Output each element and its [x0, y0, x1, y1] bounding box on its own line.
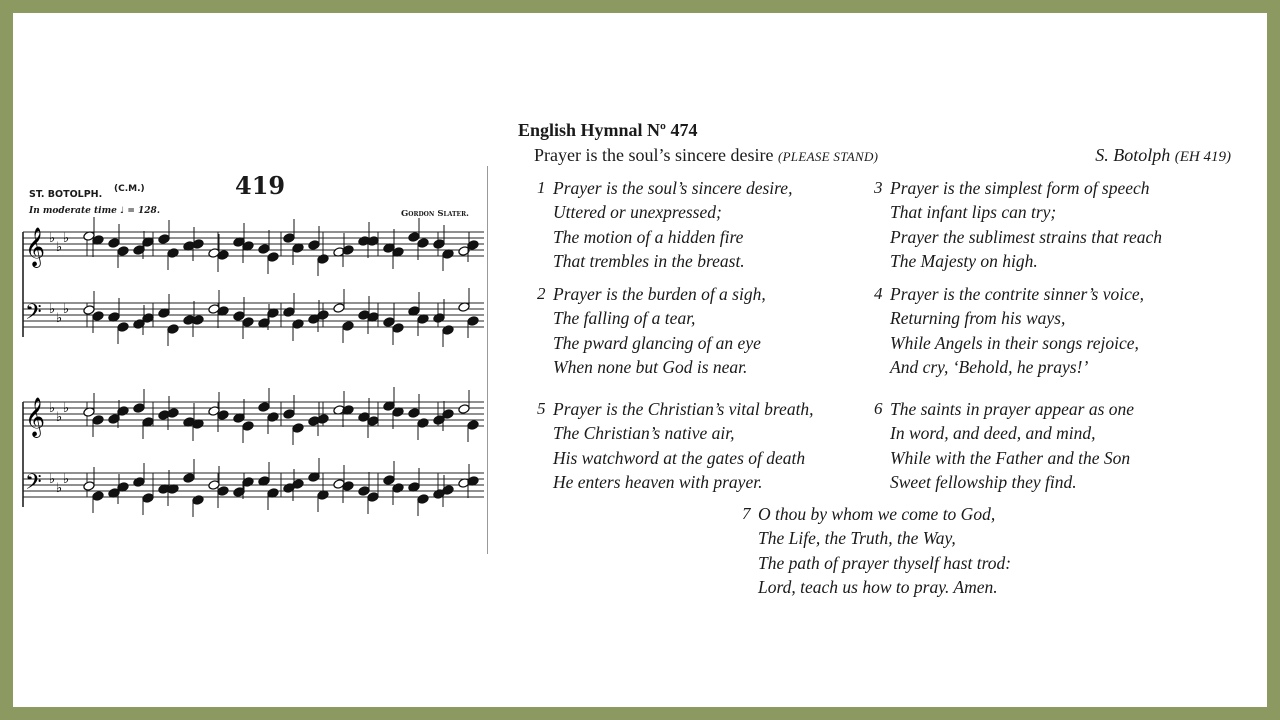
bass-clef: 𝄢 — [25, 300, 42, 330]
note-head — [317, 254, 329, 265]
note-head — [408, 408, 420, 419]
note-head — [233, 311, 245, 322]
note-head — [92, 311, 104, 322]
verse-number: 1 — [537, 178, 546, 197]
flat-sign: ♭ — [56, 311, 63, 326]
verse-line: The saints in prayer appear as one — [890, 399, 1135, 419]
verse-line: Returning from his ways, — [890, 308, 1066, 329]
note-head — [467, 420, 479, 431]
verse-number: 4 — [874, 284, 883, 303]
note-head — [83, 305, 95, 316]
score-meter: (C.M.) — [114, 184, 145, 194]
flat-sign: ♭ — [56, 481, 63, 496]
note-head — [117, 246, 129, 257]
verse-line: Prayer is the Christian’s vital breath, — [553, 399, 814, 419]
note-head — [383, 317, 395, 328]
flat-sign: ♭ — [49, 302, 56, 317]
flat-sign: ♭ — [49, 401, 56, 416]
flat-sign: ♭ — [63, 231, 70, 246]
note-head — [258, 244, 270, 255]
note-head — [92, 415, 104, 426]
score-tempo: In moderate time ♩ = 128. — [29, 206, 160, 216]
verse-line: Prayer is the soul’s sincere desire, — [553, 178, 793, 198]
hymn-title — [534, 145, 878, 166]
note-head — [292, 423, 304, 434]
verse-line: The Christian’s native air, — [553, 423, 735, 444]
verse-6 — [874, 397, 1135, 494]
verse-line: Sweet fellowship they find. — [890, 471, 1077, 492]
verse-line: The Life, the Truth, the Way, — [758, 528, 956, 549]
verse-line: While with the Father and the Son — [890, 447, 1131, 468]
verse-line: The pward glancing of an eye — [553, 332, 761, 353]
collection-title: English Hymnal Nº 474 — [518, 120, 698, 140]
flat-sign: ♭ — [56, 240, 63, 255]
score-divider — [487, 166, 488, 554]
verse-line: The motion of a hidden fire — [553, 226, 744, 247]
note-head — [417, 238, 429, 249]
note-head — [267, 412, 279, 423]
verse-line: That trembles in the breast. — [553, 250, 745, 271]
note-head — [167, 324, 179, 335]
note-head — [408, 232, 420, 243]
note-head — [292, 319, 304, 330]
note-head — [283, 233, 295, 244]
note-head — [308, 240, 320, 251]
note-head — [133, 477, 145, 488]
flat-sign: ♭ — [49, 472, 56, 487]
verse-number: 3 — [874, 178, 883, 197]
stand-instruction: (PLEASE STAND) — [777, 149, 879, 164]
tune-reference — [1033, 145, 1231, 166]
score-systems — [23, 217, 493, 517]
note-head — [417, 494, 429, 505]
note-head — [217, 486, 229, 497]
note-head — [267, 252, 279, 263]
flat-sign: ♭ — [56, 410, 63, 425]
verse-line: In word, and deed, and mind, — [890, 423, 1096, 444]
note-head — [333, 303, 345, 314]
verse-number: 6 — [874, 399, 883, 418]
note-head — [108, 238, 120, 249]
score-hymn-number: 419 — [235, 171, 286, 200]
note-head — [158, 234, 170, 245]
note-head — [142, 493, 154, 504]
note-head — [458, 404, 470, 415]
music-score — [13, 13, 493, 573]
verse-line: And cry, ‘Behold, he prays!’ — [890, 356, 1089, 377]
bass-clef: 𝄢 — [25, 470, 42, 500]
verse-line: Lord, teach us how to pray. Amen. — [758, 576, 998, 597]
note-head — [242, 317, 254, 328]
note-head — [133, 403, 145, 414]
note-head — [92, 491, 104, 502]
note-head — [83, 481, 95, 492]
flat-sign: ♭ — [63, 302, 70, 317]
note-head — [283, 409, 295, 420]
note-head — [383, 475, 395, 486]
verse-line: Prayer is the contrite sinner’s voice, — [890, 284, 1145, 304]
slide-page — [13, 13, 1267, 707]
note-head — [417, 418, 429, 429]
note-head — [367, 492, 379, 503]
flat-sign: ♭ — [63, 401, 70, 416]
note-head — [392, 483, 404, 494]
note-head — [433, 239, 445, 250]
verse-line: The Majesty on high. — [890, 250, 1038, 271]
verse-line: That infant lips can try; — [890, 202, 1057, 223]
note-head — [192, 495, 204, 506]
note-head — [467, 316, 479, 327]
note-head — [242, 421, 254, 432]
verse-7 — [742, 502, 1012, 599]
note-head — [342, 321, 354, 332]
verse-3 — [874, 176, 1163, 273]
verse-line: The path of prayer thyself hast trod: — [758, 552, 1012, 573]
tune-eh-ref: (EH 419) — [1174, 149, 1231, 165]
note-head — [283, 307, 295, 318]
flat-sign: ♭ — [63, 472, 70, 487]
verse-line: Uttered or unexpressed; — [553, 202, 722, 223]
verse-5 — [537, 397, 814, 494]
verse-line: While Angels in their songs rejoice, — [890, 332, 1139, 353]
verse-number: 2 — [537, 284, 546, 303]
note-head — [258, 402, 270, 413]
verse-line: His watchword at the gates of death — [553, 447, 806, 468]
verse-line: When none but God is near. — [553, 356, 748, 377]
note-head — [117, 322, 129, 333]
treble-clef: 𝄞 — [25, 227, 46, 267]
note-head — [183, 473, 195, 484]
note-head — [442, 325, 454, 336]
flat-sign: ♭ — [49, 231, 56, 246]
note-head — [167, 248, 179, 259]
tune-name: S. Botolph — [1095, 145, 1171, 165]
verse-number: 7 — [742, 504, 751, 523]
verse-line: Prayer is the burden of a sigh, — [553, 284, 766, 304]
note-head — [392, 323, 404, 334]
treble-clef: 𝄞 — [25, 397, 46, 437]
hymn-title-text: Prayer is the soul’s sincere desire — [534, 145, 774, 165]
note-head — [358, 486, 370, 497]
score-composer: Gordon Slater. — [401, 209, 470, 219]
verse-line: The falling of a tear, — [553, 308, 696, 329]
verse-line: He enters heaven with prayer. — [553, 471, 763, 492]
verse-line: Prayer is the simplest form of speech — [890, 178, 1150, 198]
verse-1 — [537, 176, 793, 273]
verse-4 — [874, 282, 1145, 379]
verse-2 — [537, 282, 766, 379]
score-tune-name: ST. BOTOLPH. — [29, 189, 103, 200]
verse-number: 5 — [537, 399, 546, 418]
note-head — [433, 313, 445, 324]
verse-line: O thou by whom we come to God, — [758, 504, 996, 524]
verse-line: Prayer the sublimest strains that reach — [890, 226, 1163, 247]
